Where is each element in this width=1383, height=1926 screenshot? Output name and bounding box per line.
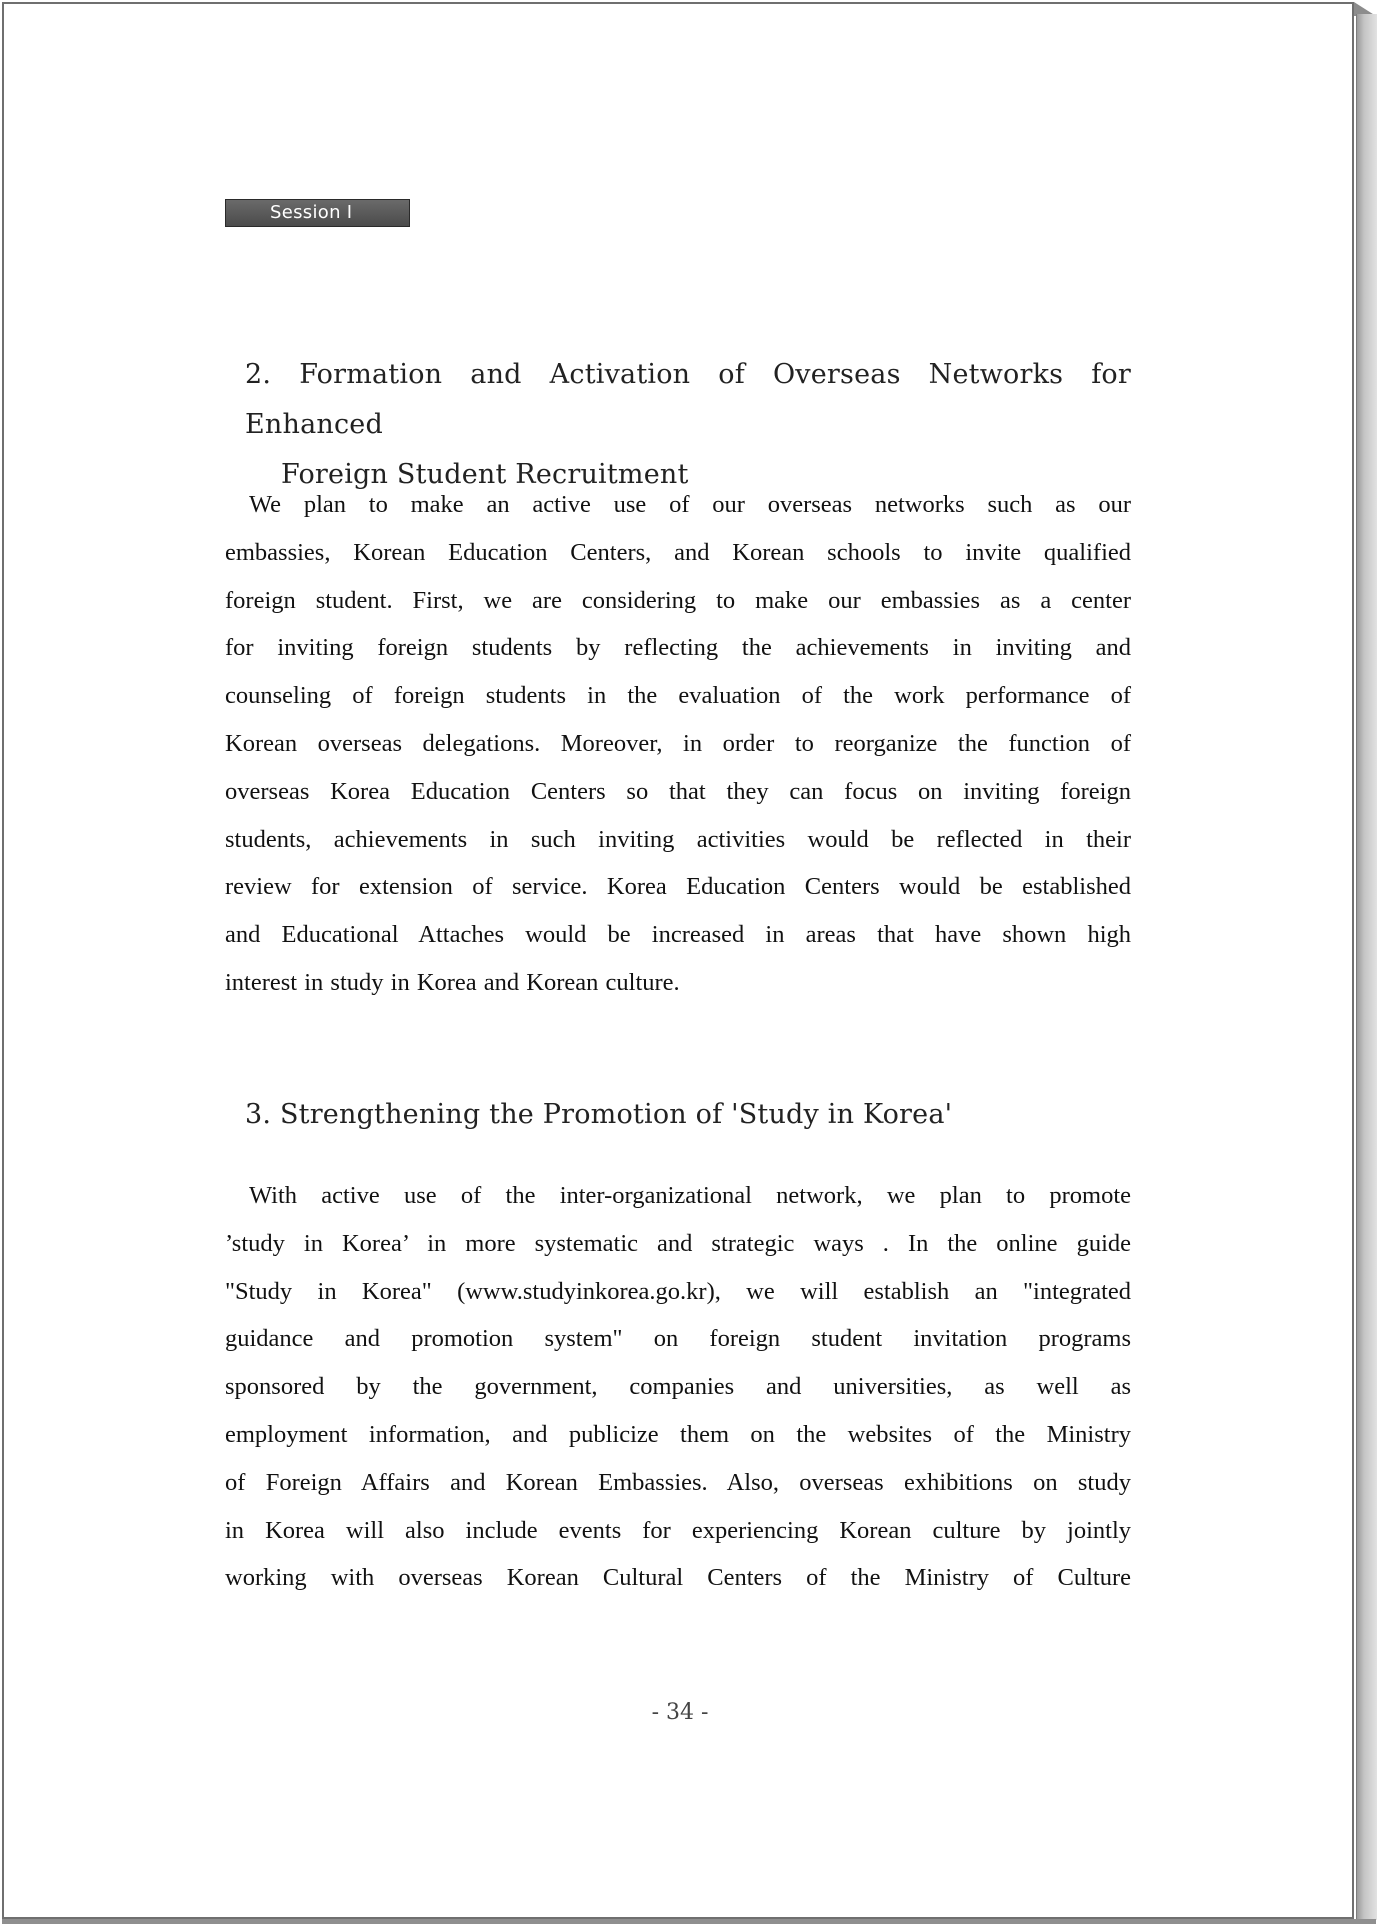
paragraph-line: for inviting foreign students by reflecting the achievements in inviting and bbox=[225, 634, 1131, 662]
paragraph-line: counseling of foreign students in the evaluation of the work performance of bbox=[225, 682, 1131, 710]
page-number: - 34 - bbox=[651, 1700, 709, 1725]
section-2-heading bbox=[225, 350, 1131, 500]
paragraph-line: foreign student. First, we are considering to make our embassies as a center bbox=[225, 586, 1131, 614]
section-3 bbox=[225, 1090, 1131, 1140]
paragraph-line: interest in study in Korea and Korean culture. bbox=[225, 968, 680, 996]
paragraph-line: We plan to make an active use of our overseas networks such as our bbox=[249, 491, 1131, 518]
paragraph-line: employment information, and publicize them on the websites of the Ministry bbox=[225, 1420, 1131, 1448]
session-badge: Session Ⅰ bbox=[225, 199, 410, 227]
section-3-body bbox=[225, 1172, 1131, 1602]
paragraph-line: of Foreign Affairs and Korean Embassies. Also, overseas exhibitions on study bbox=[225, 1468, 1131, 1496]
paragraph-line: sponsored by the government, companies and universities, as well as bbox=[225, 1373, 1131, 1401]
paragraph-line: With active use of the inter-organizational network, we plan to promote bbox=[249, 1182, 1131, 1209]
section-2-body bbox=[225, 481, 1131, 1007]
section-2-paragraph bbox=[225, 481, 1131, 1007]
page-bottom-shadow bbox=[2, 1919, 1376, 1924]
page-edge-shadow bbox=[1356, 14, 1377, 1920]
section-2-heading-line1: 2. Formation and Activation of Overseas Networks for Enhanced bbox=[245, 359, 1131, 440]
section-2-heading-line2: Foreign Student Recruitment bbox=[281, 459, 689, 490]
paragraph-line: overseas Korea Education Centers so that they can focus on inviting foreign bbox=[225, 777, 1131, 805]
paragraph-line: guidance and promotion system" on foreign student invitation programs bbox=[225, 1325, 1131, 1353]
section-3-heading: 3. Strengthening the Promotion of 'Study in Korea' bbox=[245, 1099, 953, 1130]
section-2 bbox=[225, 350, 1131, 500]
paragraph-line: working with overseas Korean Cultural Centers of the Ministry of Culture bbox=[225, 1564, 1131, 1592]
paragraph-line: embassies, Korean Education Centers, and Korean schools to invite qualified bbox=[225, 538, 1131, 566]
paragraph-line: review for extension of service. Korea Education Centers would be established bbox=[225, 873, 1131, 901]
paragraph-line: ’study in Korea’ in more systematic and strategic ways . In the online guide bbox=[225, 1229, 1131, 1257]
paragraph-line: and Educational Attaches would be increased in areas that have shown high bbox=[225, 921, 1131, 949]
paragraph-line: Korean overseas delegations. Moreover, in order to reorganize the function of bbox=[225, 729, 1131, 757]
paragraph-line: students, achievements in such inviting activities would be reflected in their bbox=[225, 825, 1131, 853]
section-3-paragraph bbox=[225, 1172, 1131, 1602]
paragraph-line: in Korea will also include events for experiencing Korean culture by jointly bbox=[225, 1516, 1131, 1544]
paragraph-line: "Study in Korea" (www.studyinkorea.go.kr), we will establish an "integrated bbox=[225, 1277, 1131, 1305]
